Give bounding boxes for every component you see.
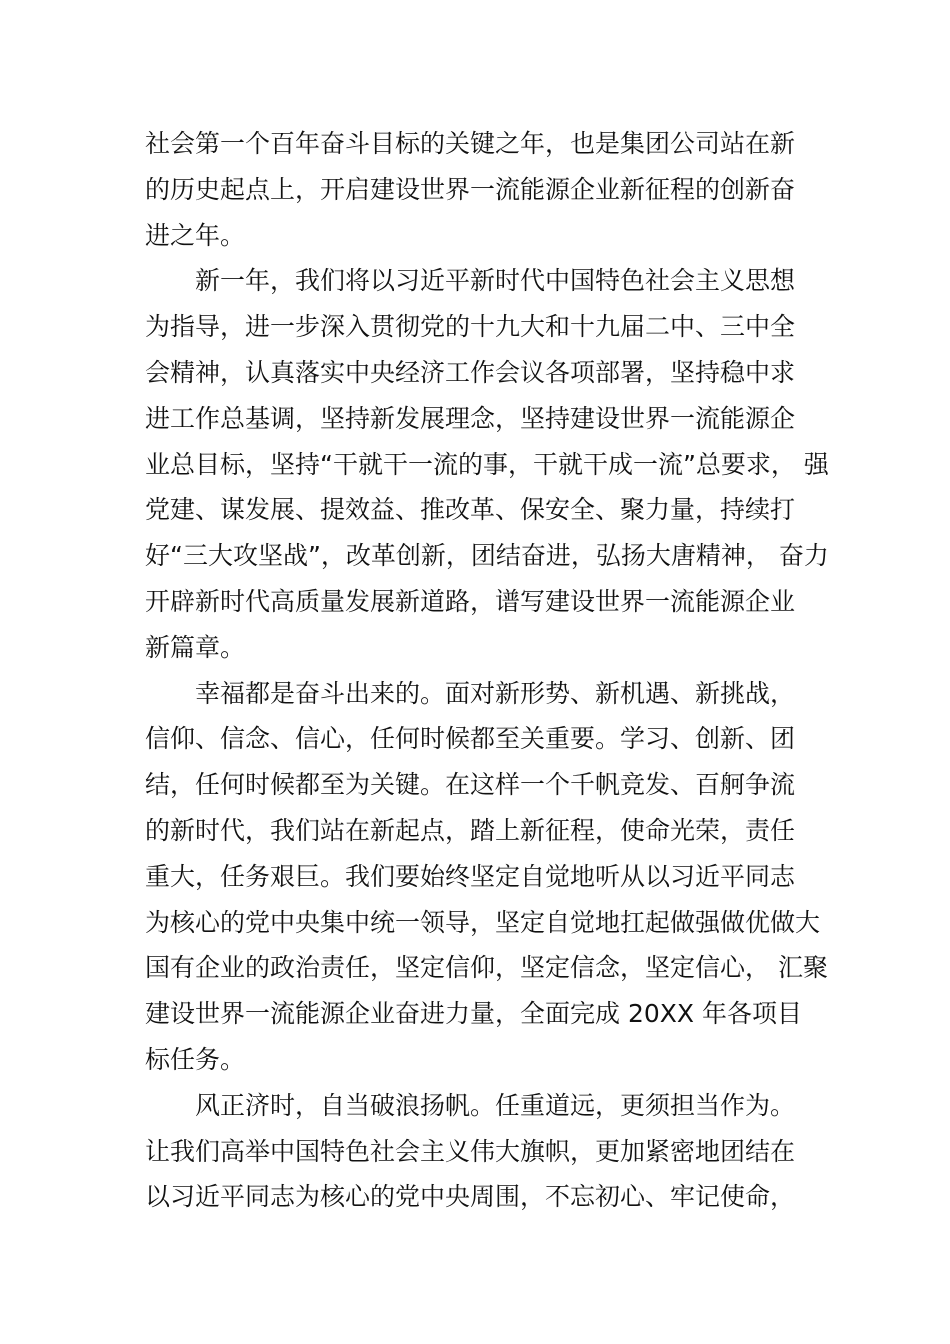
text-line: 标任务。 xyxy=(145,1044,246,1074)
text-line: 让我们高举中国特色社会主义伟大旗帜，更加紧密地团结在 xyxy=(145,1136,796,1166)
text-line: 为指导，进一步深入贯彻党的十九大和十九届二中、三中全 xyxy=(145,312,796,342)
paragraph-first-line: 新一年，我们将以习近平新时代中国特色社会主义思想 xyxy=(195,266,796,296)
text-line: 新篇章。 xyxy=(145,632,246,662)
text-line: 结，任何时候都至为关键。在这样一个千帆竞发、百舸争流 xyxy=(145,770,796,800)
text-line: 进工作总基调，坚持新发展理念，坚持建设世界一流能源企 xyxy=(145,403,796,433)
text-line: 以习近平同志为核心的党中央周围，不忘初心、牢记使命， xyxy=(145,1182,796,1212)
text-line: 信仰、信念、信心，任何时候都至关重要。学习、创新、团 xyxy=(145,724,796,754)
paragraph-first-line: 幸福都是奋斗出来的。面对新形势、新机遇、新挑战， xyxy=(195,678,796,708)
text-line: 党建、谋发展、提效益、推改革、保安全、聚力量，持续打 xyxy=(145,495,796,525)
text-line: 进之年。 xyxy=(145,220,246,250)
text-line: 社会第一个百年奋斗目标的关键之年，也是集团公司站在新 xyxy=(145,129,796,158)
text-line: 的新时代，我们站在新起点，踏上新征程，使命光荣，责任 xyxy=(145,815,796,845)
text-line: 为核心的党中央集中统一领导，坚定自觉地扛起做强做优做大 xyxy=(145,907,821,937)
text-line: 国有企业的政治责任，坚定信仰，坚定信念，坚定信心， 汇聚 xyxy=(145,953,828,983)
text-line: 好“三大攻坚战”，改革创新，团结奋进，弘扬大唐精神， 奋力 xyxy=(145,541,829,571)
text-line: 重大，任务艰巨。我们要始终坚定自觉地听从以习近平同志 xyxy=(145,861,796,891)
text-line: 的历史起点上，开启建设世界一流能源企业新征程的创新奋 xyxy=(145,174,796,204)
text-line: 会精神，认真落实中央经济工作会议各项部署，坚持稳中求 xyxy=(145,357,796,387)
text-line: 业总目标，坚持“干就干一流的事，干就干成一流”总要求， 强 xyxy=(145,449,829,479)
body-text xyxy=(145,121,829,1220)
text-line: 建设世界一流能源企业奋进力量，全面完成 20XX 年各项目 xyxy=(145,999,802,1029)
text-line: 开辟新时代高质量发展新道路，谱写建设世界一流能源企业 xyxy=(145,586,796,616)
paragraph-first-line: 风正济时，自当破浪扬帆。任重道远，更须担当作为。 xyxy=(195,1090,796,1120)
